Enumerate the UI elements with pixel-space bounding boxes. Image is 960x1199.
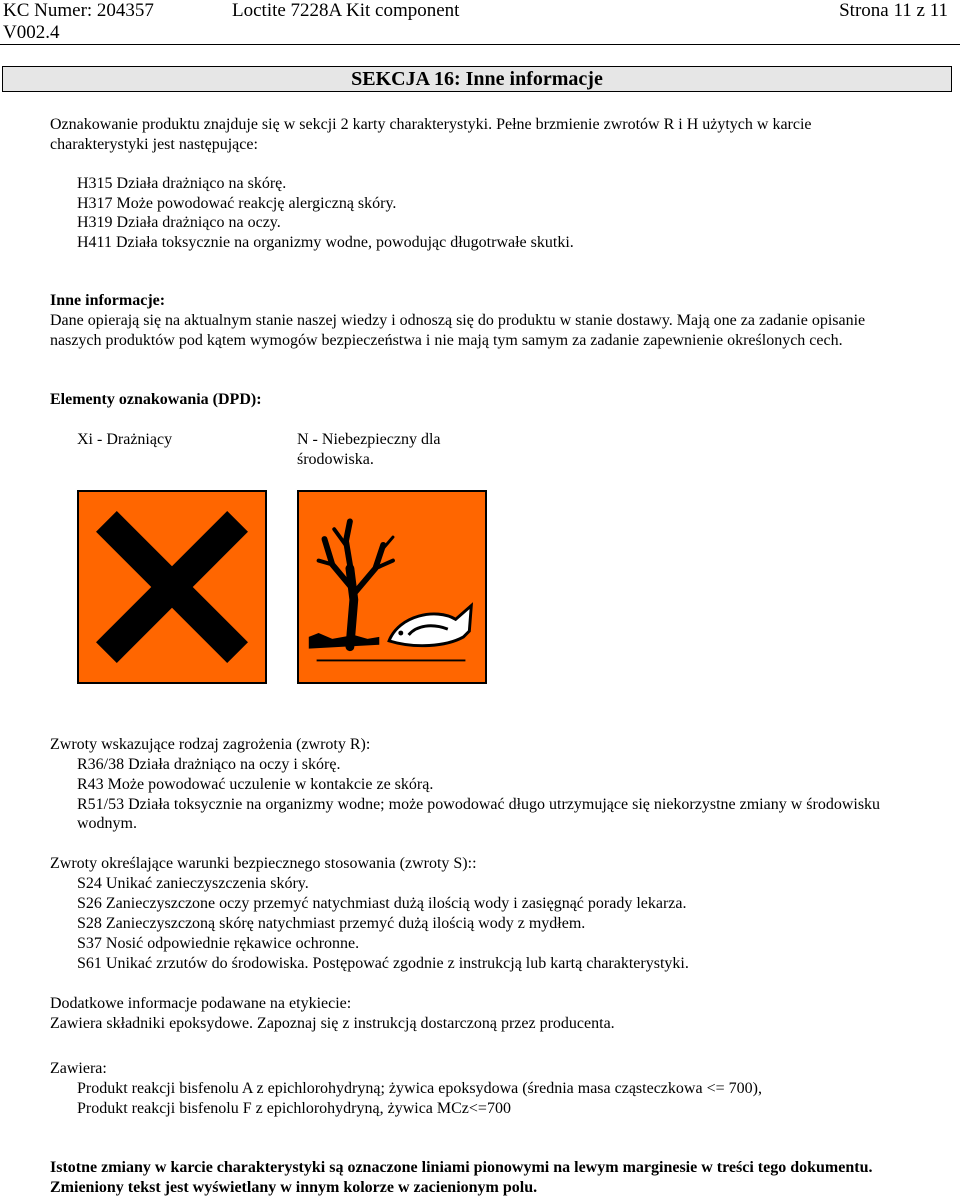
xi-label: Xi - Drażniący <box>77 431 173 448</box>
h-statement: H411 Działa toksycznie na organizmy wodne, powodując długotrwałe skutki. <box>77 234 574 251</box>
contains-item: Produkt reakcji bisfenolu A z epichlorohydryną; żywica epoksydowa (średnia masa cząsteczkowa <= 700), <box>77 1080 762 1097</box>
h-statement: H317 Może powodować reakcję alergiczną skóry. <box>77 195 397 212</box>
r-phrase: R36/38 Działa drażniąco na oczy i skórę. <box>77 756 341 773</box>
section-title-bar <box>2 66 952 92</box>
s-phrase: S37 Nosić odpowiednie rękawice ochronne. <box>77 935 360 952</box>
contains-heading: Zawiera: <box>50 1060 107 1077</box>
irritant-pictogram <box>77 490 267 684</box>
n-label-line-1: N - Niebezpieczny dla <box>297 431 441 448</box>
s-phrase: S24 Unikać zanieczyszczenia skóry. <box>77 875 309 892</box>
other-info-line-2: naszych produktów pod kątem wymogów bezpieczeństwa i nie mają tym samym za zadanie zapewnienie określonych cech. <box>50 332 843 349</box>
footer-note-line-1: Istotne zmiany w karcie charakterystyki są oznaczone liniami pionowymi na lewym marginesie w treści tego dokumentu. <box>50 1159 873 1176</box>
s-phrase: S28 Zanieczyszczoną skórę natychmiast przemyć dużą ilością wody z mydłem. <box>77 915 586 932</box>
dead-tree-fish-icon <box>299 492 485 682</box>
document-version: V002.4 <box>3 22 60 43</box>
r-phrases-heading: Zwroty wskazujące rodzaj zagrożenia (zwroty R): <box>50 736 371 753</box>
r-phrase: R43 Może powodować uczulenie w kontakcie ze skórą. <box>77 776 434 793</box>
h-statement: H319 Działa drażniąco na oczy. <box>77 214 281 231</box>
intro-line-2: charakterystyki jest następujące: <box>50 136 258 153</box>
labeling-heading: Elementy oznakowania (DPD): <box>50 391 262 408</box>
r-phrase-continuation: wodnym. <box>77 815 137 832</box>
environment-pictogram <box>297 490 487 684</box>
section-title: SEKCJA 16: Inne informacje <box>351 68 603 90</box>
header-divider <box>0 44 960 45</box>
other-info-line-1: Dane opierają się na aktualnym stanie naszej wiedzy i odnoszą się do produktu w stanie dostawy. Mają one za zadanie opisanie <box>50 312 866 329</box>
s-phrase: S61 Unikać zrzutów do środowiska. Postępować zgodnie z instrukcją lub kartą charakterystyki. <box>77 955 689 972</box>
n-label-line-2: środowiska. <box>297 451 374 468</box>
s-phrase: S26 Zanieczyszczone oczy przemyć natychmiast dużą ilością wody i zasięgnąć porady lekarza. <box>77 895 687 912</box>
x-cross-icon <box>79 492 265 682</box>
other-info-heading: Inne informacje: <box>50 292 166 309</box>
footer-note-line-2: Zmieniony tekst jest wyświetlany w innym kolorze w zacienionym polu. <box>50 1179 538 1196</box>
contains-item: Produkt reakcji bisfenolu F z epichlorohydryną, żywica MCz<=700 <box>77 1100 511 1117</box>
additional-info-text: Zawiera składniki epoksydowe. Zapoznaj się z instrukcją dostarczoną przez producenta. <box>50 1015 615 1032</box>
product-name: Loctite 7228A Kit component <box>232 0 460 21</box>
h-statement: H315 Działa drażniąco na skórę. <box>77 175 287 192</box>
additional-info-heading: Dodatkowe informacje podawane na etykiecie: <box>50 995 352 1012</box>
intro-line-1: Oznakowanie produktu znajduje się w sekcji 2 karty charakterystyki. Pełne brzmienie zwrotów R i H użytych w karcie <box>50 116 812 133</box>
s-phrases-heading: Zwroty określające warunki bezpiecznego stosowania (zwroty S):: <box>50 855 477 872</box>
page-number: Strona 11 z 11 <box>839 0 948 21</box>
r-phrase: R51/53 Działa toksycznie na organizmy wodne; może powodować długo utrzymujące się niekorzystne zmiany w środowisku <box>77 796 881 813</box>
kc-number: KC Numer: 204357 <box>3 0 154 21</box>
